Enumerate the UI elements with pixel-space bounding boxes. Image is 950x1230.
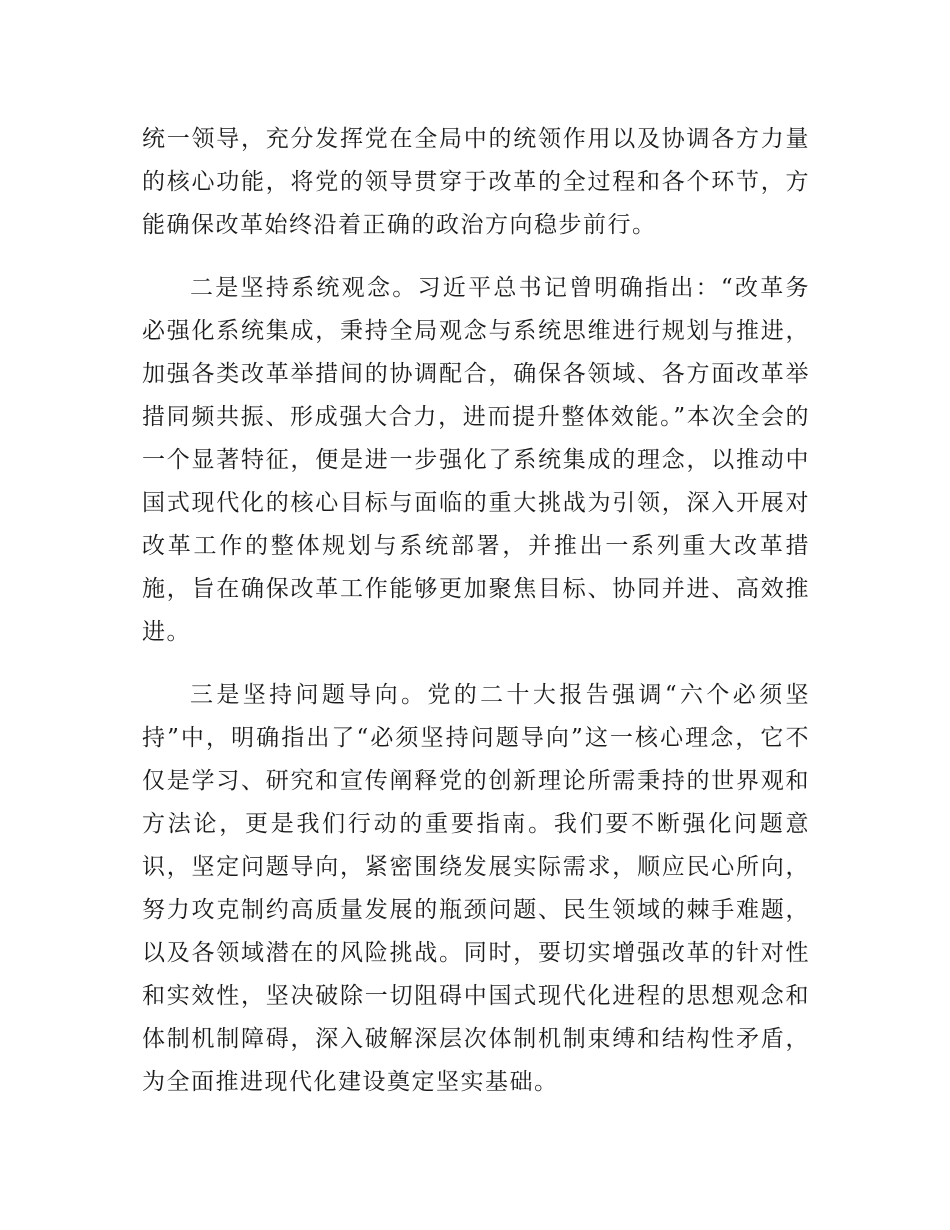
document-body [142,118,810,1104]
paragraph-2: 二是坚持系统观念。习近平总书记曾明确指出：“改革务必强化系统集成，秉持全局观念与系统思维进行规划与推进，加强各类改革举措间的协调配合，确保各领域、各方面改革举措同频共振、形成强大合力，进而提升整体效能。”本次全会的一个显著特征，便是进一步强化了系统集成的理念，以推动中国式现代化的核心目标与面临的重大挑战为引领，深入开展对改革工作的整体规划与系统部署，并推出一系列重大改革措施，旨在确保改革工作能够更加聚焦目标、协同并进、高效推进。 [142,275,810,645]
paragraph-3: 三是坚持问题导向。党的二十大报告强调“六个必须坚持”中，明确指出了“必须坚持问题导向”这一核心理念，它不仅是学习、研究和宣传阐释党的创新理论所需秉持的世界观和方法论，更是我们行动的重要指南。我们要不断强化问题意识，坚定问题导向，紧密围绕发展实际需求，顺应民心所向，努力攻克制约高质量发展的瓶颈问题、民生领域的棘手难题，以及各领域潜在的风险挑战。同时，要切实增强改革的针对性和实效性，坚决破除一切阻碍中国式现代化进程的思想观念和体制机制障碍，深入破解深层次体制机制束缚和结构性矛盾，为全面推进现代化建设奠定坚实基础。 [142,682,810,1095]
paragraph-1: 统一领导，充分发挥党在全局中的统领作用以及协调各方力量的核心功能，将党的领导贯穿于改革的全过程和各个环节，方能确保改革始终沿着正确的政治方向稳步前行。 [142,126,810,238]
